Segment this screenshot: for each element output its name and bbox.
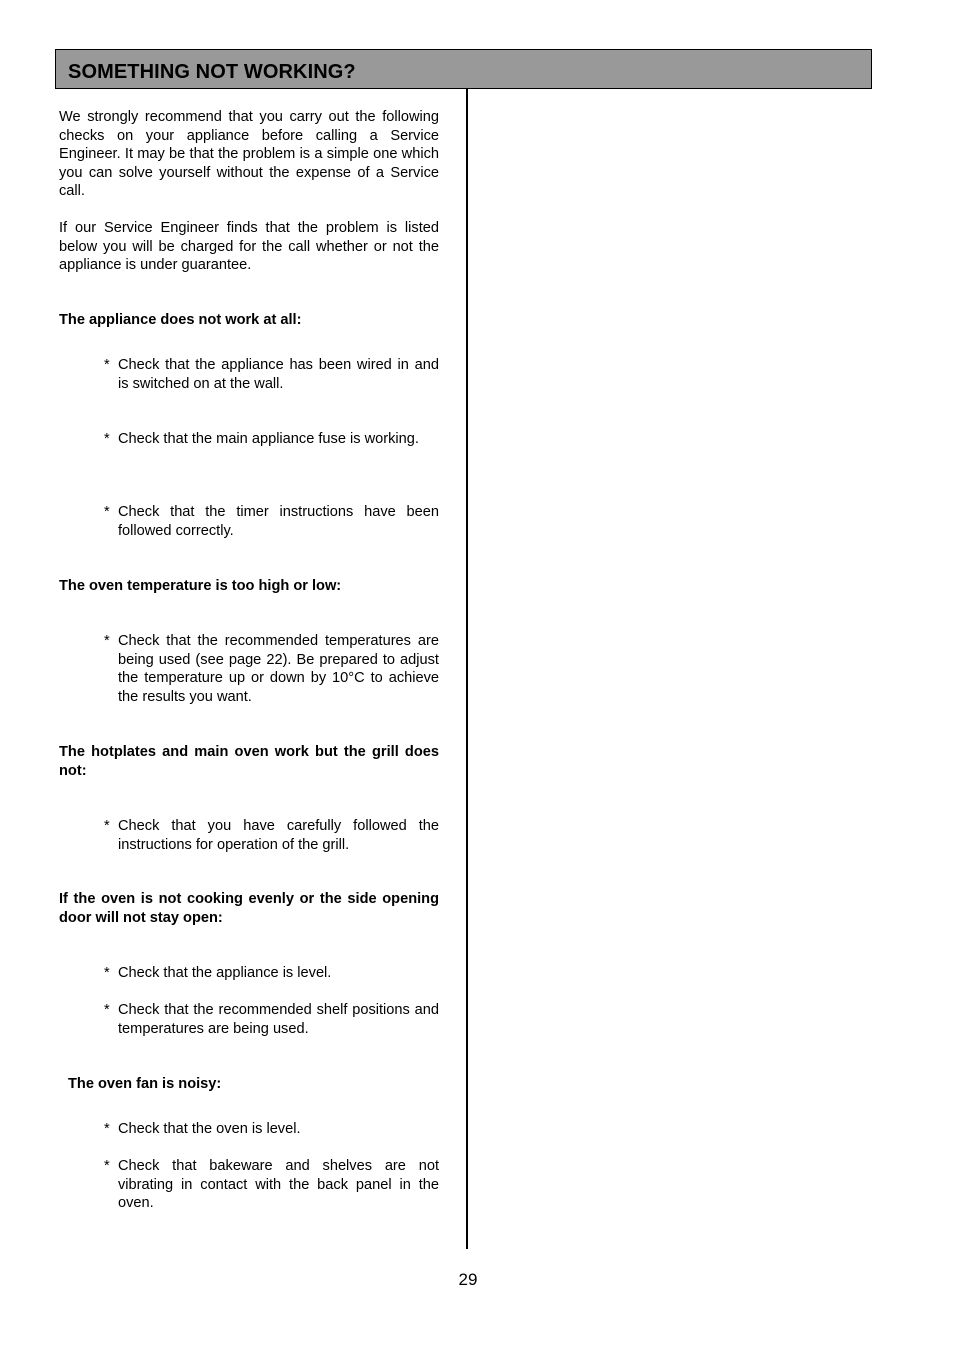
list-item: * Check that the appliance has been wired in and is switched on at the wall. [104,357,439,392]
intro-paragraph: If our Service Engineer finds that the problem is listed below you will be charged for the call whether or not the appliance is under guarantee. [59,220,439,274]
section-heading: The hotplates and main oven work but the grill does not: [59,744,439,779]
list-item: * Check that the timer instructions have been followed correctly. [104,504,439,539]
section-heading: The oven temperature is too high or low: [59,578,342,594]
bullet-marker: * [104,633,110,649]
page-title: SOMETHING NOT WORKING? [68,61,356,83]
section-heading: The oven fan is noisy: [68,1076,222,1092]
list-item: * Check that the oven is level. [104,1121,301,1137]
bullet-marker: * [104,1158,110,1174]
list-item: * Check that the main appliance fuse is working. [104,431,419,447]
list-item: * Check that you have carefully followed the instructions for operation of the grill. [104,818,439,853]
section-heading: The appliance does not work at all: [59,312,302,328]
list-item: * Check that the appliance is level. [104,965,332,981]
bullet-marker: * [104,818,110,834]
bullet-marker: * [104,357,110,373]
bullet-marker: * [104,431,110,447]
list-item: * Check that bakeware and shelves are not vibrating in contact with the back panel in the oven. [104,1158,439,1212]
bullet-marker: * [104,965,110,981]
bullet-marker: * [104,1121,110,1137]
list-item: * Check that the recommended shelf positions and temperatures are being used. [104,1002,439,1037]
list-item: * Check that the recommended temperatures are being used (see page 22). Be prepared to adjust the temperature up or down by 10°C to achieve the results you want. [104,633,439,705]
bullet-marker: * [104,504,110,520]
bullet-marker: * [104,1002,110,1018]
section-heading: If the oven is not cooking evenly or the side opening door will not stay open: [59,891,439,926]
section-header [55,49,872,89]
page-number: 29 [458,1270,478,1289]
intro-paragraph: We strongly recommend that you carry out the following checks on your appliance before calling a Service Engineer. It may be that the problem is a simple one which you can solve yourself without the expense of a Service call. [59,109,439,200]
column-divider [466,89,468,1249]
